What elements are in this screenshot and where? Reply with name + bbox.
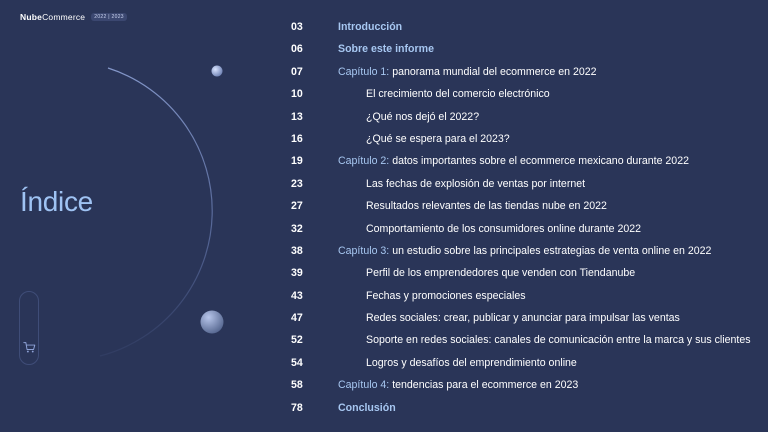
toc-entry-label (338, 240, 711, 262)
toc-page-number: 38 (291, 244, 303, 257)
cart-pill[interactable] (19, 291, 39, 365)
edition-badge: 2022 | 2023 (91, 13, 127, 21)
toc-entry[interactable] (291, 285, 751, 307)
toc-entry-label (338, 150, 689, 172)
toc-page-number: 19 (291, 155, 303, 168)
toc-entry-label: ¿Qué se espera para el 2023? (366, 132, 510, 145)
toc-entry[interactable] (291, 397, 751, 419)
toc-chapter-prefix: Capítulo 1: (338, 65, 390, 78)
toc-entry-label: Conclusión (338, 401, 396, 414)
toc-page-number: 47 (291, 312, 303, 325)
toc-chapter-title: un estudio sobre las principales estrategias de venta online en 2022 (389, 244, 712, 257)
toc-page-number: 10 (291, 88, 303, 101)
toc-entry-label: Redes sociales: crear, publicar y anunciar para impulsar las ventas (366, 312, 680, 325)
toc-chapter-prefix: Capítulo 2: (338, 155, 390, 168)
toc-entry-label: ¿Qué nos dejó el 2022? (366, 110, 480, 123)
toc-entry[interactable] (291, 61, 751, 83)
toc-chapter-prefix: Capítulo 3: (338, 244, 390, 257)
toc-page-number: 27 (291, 200, 303, 213)
small-planet (212, 66, 223, 77)
toc-entry[interactable] (291, 352, 751, 374)
toc-entry[interactable] (291, 173, 751, 195)
toc-chapter-title: tendencias para el ecommerce en 2023 (389, 379, 579, 392)
toc-page-number: 78 (291, 401, 303, 414)
toc-entry[interactable] (291, 83, 751, 105)
toc-entry[interactable] (291, 307, 751, 329)
toc-page-number: 23 (291, 177, 303, 190)
toc-entry-label: Introducción (338, 21, 403, 33)
toc-entry-label: El crecimiento del comercio electrónico (366, 88, 550, 101)
toc-entry[interactable] (291, 329, 751, 351)
toc-chapter-prefix: Capítulo 4: (338, 379, 390, 392)
shopping-cart-icon (23, 341, 36, 354)
toc-entry[interactable] (291, 374, 751, 396)
toc-entry-label: Logros y desafíos del emprendimiento online (366, 356, 577, 369)
toc-page-number: 39 (291, 267, 303, 280)
toc-entry-label (338, 374, 578, 396)
toc-page-number: 32 (291, 222, 303, 235)
toc-entry[interactable] (291, 262, 751, 284)
toc-page-number: 03 (291, 21, 303, 33)
large-planet (201, 311, 224, 334)
toc-page-number: 13 (291, 110, 303, 123)
toc-page-number: 16 (291, 132, 303, 145)
toc-entry[interactable] (291, 240, 751, 262)
toc-page-number: 58 (291, 379, 303, 392)
toc-chapter-title: datos importantes sobre el ecommerce mexicano durante 2022 (389, 155, 689, 168)
toc-page-number: 43 (291, 289, 303, 302)
toc-page-number: 07 (291, 65, 303, 78)
toc-page-number: 52 (291, 334, 303, 347)
toc-page-number: 06 (291, 43, 303, 56)
toc-entry-label: Resultados relevantes de las tiendas nube en 2022 (366, 200, 607, 213)
toc-entry[interactable] (291, 195, 751, 217)
table-of-contents (291, 16, 751, 419)
toc-page-number: 54 (291, 356, 303, 369)
toc-entry[interactable] (291, 16, 751, 38)
toc-entry-label: Sobre este informe (338, 43, 434, 56)
toc-entry[interactable] (291, 106, 751, 128)
toc-entry[interactable] (291, 38, 751, 60)
toc-entry-label: Soporte en redes sociales: canales de comunicación entre la marca y sus clientes (366, 334, 751, 347)
page-title: Índice (20, 186, 93, 217)
toc-entry-label: Perfil de los emprendedores que venden con Tiendanube (366, 267, 636, 280)
toc-entry[interactable] (291, 218, 751, 240)
toc-entry-label: Fechas y promociones especiales (366, 289, 526, 302)
toc-entry-label: Las fechas de explosión de ventas por internet (366, 177, 586, 190)
toc-entry[interactable] (291, 150, 751, 172)
toc-chapter-title: panorama mundial del ecommerce en 2022 (389, 65, 597, 78)
toc-entry-label (338, 61, 597, 83)
toc-entry[interactable] (291, 128, 751, 150)
brand-logo-text: NubeCommerce (20, 12, 86, 22)
toc-entry-label: Comportamiento de los consumidores online durante 2022 (366, 222, 642, 235)
